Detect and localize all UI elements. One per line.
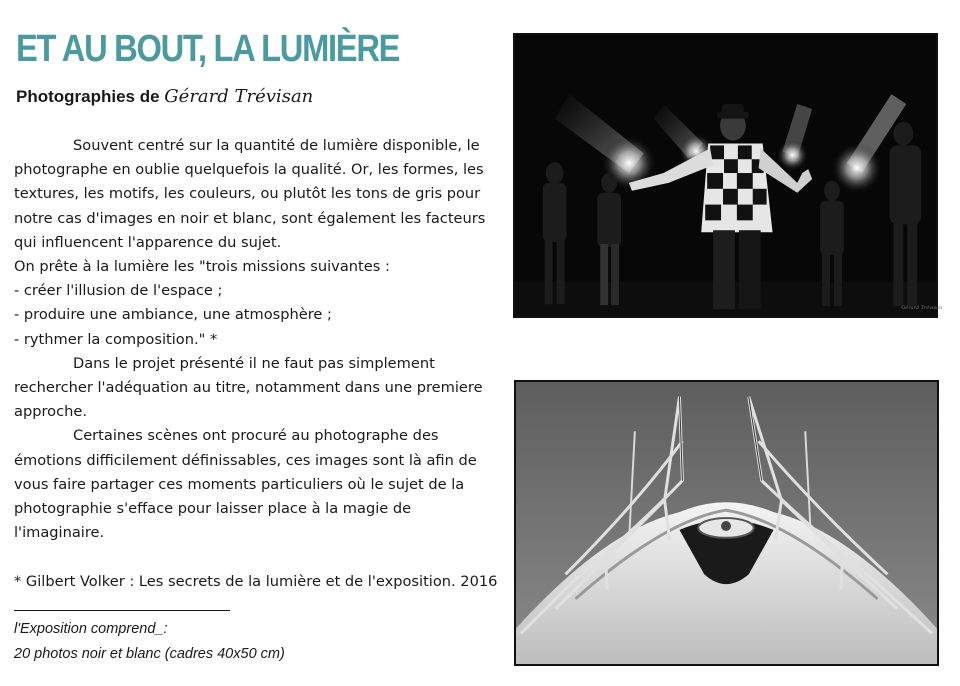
footnote: * Gilbert Volker : Les secrets de la lumière et de l'exposition. 2016 bbox=[14, 572, 498, 590]
paragraph-line: approche. bbox=[14, 403, 87, 421]
list-item: - rythmer la composition." * bbox=[14, 330, 218, 348]
divider bbox=[14, 610, 230, 611]
paragraph-line: Dans le projet présenté il ne faut pas simplement bbox=[73, 354, 435, 372]
paragraph-line: photographie s'efface pour laisser place à la magie de bbox=[14, 500, 412, 518]
paragraph-line: émotions difficilement définissables, ces images sont là afin de bbox=[14, 451, 477, 469]
subtitle bbox=[16, 86, 313, 107]
exposition-detail: 20 photos noir et blanc (cadres 40x50 cm) bbox=[14, 646, 285, 662]
paragraph-line: On prête à la lumière les "trois missions suivantes : bbox=[14, 258, 390, 276]
paragraph-line: textures, les motifs, les couleurs, ou plutôt les tons de gris pour bbox=[14, 185, 481, 203]
paragraph-line: photographe en oublie quelquefois la qualité. Or, les formes, les bbox=[14, 161, 484, 179]
dancer-stage-photo bbox=[513, 33, 943, 318]
subtitle-prefix: Photographies de bbox=[16, 87, 165, 106]
paragraph-line: Certaines scènes ont procuré au photographe des bbox=[73, 427, 439, 445]
photo-signature: Gérard Trévisan bbox=[901, 305, 943, 312]
body-text bbox=[14, 134, 496, 594]
boat-bow-photo bbox=[514, 380, 939, 666]
paragraph-line: l'imaginaire. bbox=[14, 524, 105, 542]
list-item: - créer l'illusion de l'espace ; bbox=[14, 282, 223, 300]
list-item: - produire une ambiance, une atmosphère ; bbox=[14, 306, 332, 324]
paragraph-line: notre cas d'images en noir et blanc, sont également les facteurs bbox=[14, 209, 486, 227]
author-name: Gérard Trévisan bbox=[164, 86, 314, 107]
paragraph-line: Souvent centré sur la quantité de lumière disponible, le bbox=[73, 137, 480, 154]
paragraph-line: qui influencent l'apparence du sujet. bbox=[14, 233, 282, 251]
paragraph-line: vous faire partager ces moments particuliers où le sujet de la bbox=[14, 475, 465, 493]
page-title: ET AU BOUT, LA LUMIÈRE bbox=[16, 28, 400, 70]
exposition-heading: l'Exposition comprend_: bbox=[14, 621, 168, 637]
paragraph-line: rechercher l'adéquation au titre, notamment dans une premiere bbox=[14, 379, 483, 397]
